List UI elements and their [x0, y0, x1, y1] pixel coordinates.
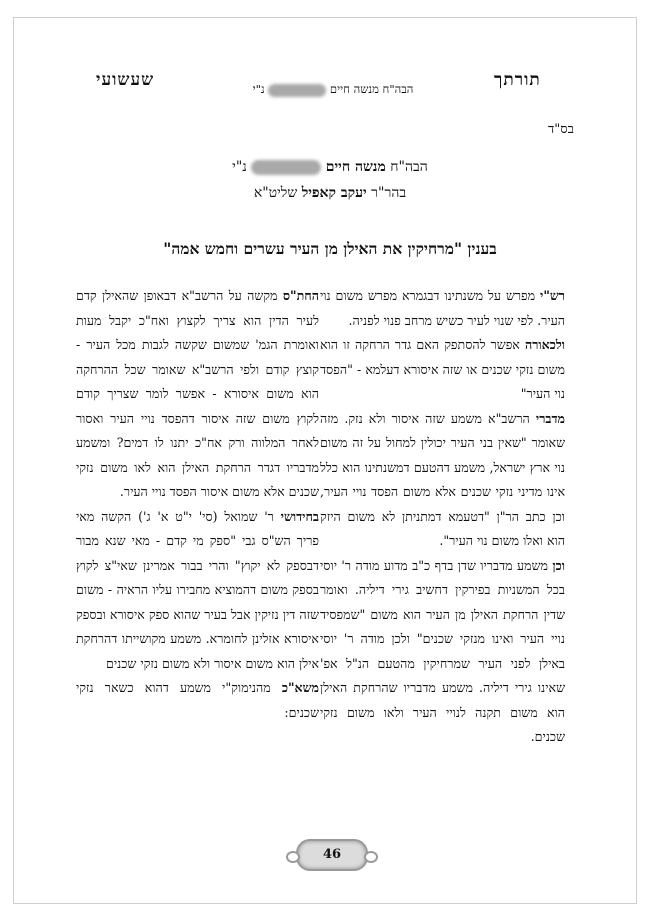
page-number: 46: [296, 839, 368, 871]
author-suffix: נ"י: [232, 159, 247, 175]
paragraph-text: מהנימוק"י משמע דהוא כשאר נזקי שכנים:: [76, 680, 319, 720]
paragraph: [320, 284, 565, 333]
right-column: [320, 284, 565, 750]
paragraph-lead: ולכאורה: [524, 337, 565, 352]
redacted-blur: [251, 160, 321, 175]
author-line-1: [200, 159, 460, 176]
paragraph-lead: מדברי: [535, 410, 565, 426]
header-author-name: הבה"ח מנשה חיים: [329, 82, 414, 96]
paragraph-text: ר' שמואל (סי' י"ט א' ג') הקשה מאי פריך הש"ס גבי "ספק מי קדם - מאי שנא מבור דבספק לא יקוץ" והרי בבור אמרינן שאי"צ לקוץ בספק משום דהמוציא מחבירו עליו הראיה - משום שזה דין נזיקין אבל בעיר שהוא ספק איסורא ובספק איסורא אזלינן לחומרא. משמע מקושייתו דהרחקת אילן הוא משום איסור ולא משום נזקי שכנים: [76, 508, 319, 671]
paragraph-text: משמע מדבריו שדן בדף כ"ב מדוע מודה ר' יוסי בכל המשניות בפירקין דחשיב גירי דיליה. ואומר שדין הרחקת האילן מן העיר הוא משום "שמפסיד נויי העיר ואינו מנזקי שכנים" ולכן מודה ר' יוסי באילן לפני העיר שמרחיקין מהטעם הנ"ל אפ' שאינו גירי דיליה. משמע מדבריו שהרחקת האילן הוא משום תקנה לנויי העיר ולאו משום נזקי שכנים.: [320, 557, 565, 744]
father-suffix: שליט"א: [253, 185, 302, 201]
paragraph-text: אפשר להסתפק האם גדר הרחקה זו הוא משום נזקי שכנים או שזה איסורא דעלמא - "הפסד נוי העיר": [320, 337, 565, 401]
redacted-blur: [268, 84, 326, 97]
paragraph-text: מפרש על משנתינו דבגמרא מפרש משום נוי העיר. לפי שנוי לעיר כשיש מרחב פנוי לפניה.: [320, 288, 565, 328]
father-prefix: בהר"ר: [366, 185, 407, 201]
paragraph-text: הרשב"א משמע שזה איסור ולא נזק. מזה שאומר "שאין בני העיר יכולין למחול על זה משום נוי ארץ ישראל, משמע דהטעם דמשנתינו הוא כלל אינו מדיני נזקי שכנים אלא משום הפסד נויי העיר, וכן כתב הר"ן "דטעמא דמתניתן לא משום היזק הוא ואלו משום נוי העיר".: [320, 410, 565, 548]
paragraph: [320, 333, 565, 407]
paragraph: [76, 505, 319, 677]
paragraph-text: מקשה על הרשב"א דבאופן שהאילן קדם לעיר הדין הוא צריך לקצוץ ואח"כ יקבל מעות ואומרת הגמ' שמשום שקשה לגבות מכל העיר - קוצץ קודם ולפי הרשב"א שאומר שכל ההרחקה הוא משום איסורא - אפשר לומר שצריך קודם לקוץ משום שזה איסור דהפסד נויי העיר ואסור לאחר המלווה ורק אח"כ יתנו לו דמים? ומשמע מדבריו דגדר הרחקת האילן הוא לאו משום נזקי שכנים אלא משום איסור הפסד נויי העיר.: [76, 288, 319, 499]
author-line-2: [220, 185, 440, 202]
paragraph-lead: החת"ס: [282, 288, 319, 303]
father-name: יעקב קאפיל: [301, 185, 367, 201]
paragraph-lead: משא"כ: [281, 680, 319, 695]
left-column: [76, 284, 319, 725]
header-right-title: תורתך: [494, 70, 541, 90]
paragraph-lead: רש"י: [540, 288, 565, 303]
paragraph: [76, 284, 319, 505]
header-author-suffix: נ"י: [252, 82, 265, 96]
header-left-title: שעשועי: [96, 70, 155, 90]
paragraph-lead: בחידושי: [280, 508, 319, 524]
article-title: בענין "מרחיקין את האילן מן העיר עשרים וחמש אמה": [163, 239, 497, 258]
paragraph: [320, 554, 565, 750]
paragraph: [76, 676, 319, 725]
paragraph-lead: וכן: [552, 557, 565, 573]
header-author: [233, 82, 433, 97]
bsd-mark: בס"ד: [548, 122, 574, 137]
author-name: מנשה חיים: [325, 159, 386, 175]
paragraph: [320, 407, 565, 554]
author-prefix: הבה"ח: [385, 159, 428, 175]
